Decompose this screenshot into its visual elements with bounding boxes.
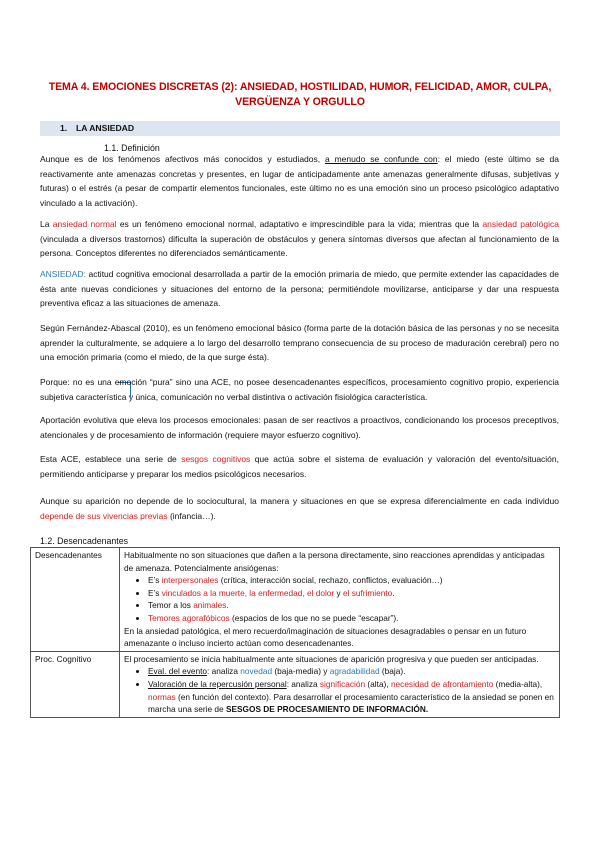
paragraph-confusion	[40, 152, 559, 210]
row-content-proc-cognitivo	[120, 651, 560, 717]
text-span: (crítica, interacción social, rechazo, conflictos, evaluación…)	[218, 575, 443, 586]
highlight-text: animales	[193, 600, 227, 611]
highlight-necesidad-afrontamiento: necesidad de afrontamiento	[390, 678, 494, 689]
text-span: .	[392, 587, 395, 598]
text-span: que actúa sobre el sistema de evaluación y valoración del evento/situación, permitiendo anticiparse y preparar los medios psicológicos necesarios.	[40, 454, 559, 479]
list-item	[148, 574, 555, 587]
bullet-list	[124, 665, 555, 715]
title-line-1: TEMA 4. EMOCIONES DISCRETAS (2): ANSIEDAD, HOSTILIDAD, HUMOR, FELICIDAD, AMOR, CULPA,	[48, 81, 552, 93]
row-header-desencadenantes: Desencadenantes	[31, 548, 120, 652]
paragraph-fernandez-abascal: Según Fernández-Abascal (2010), es un fenómeno emocional básico (forma parte de la dotación básica de las personas y no se necesita aprender la culturalmente, se adquiere a lo largo del desarrollo temprano consecuencia de su proceso de maduración cerebral) pero no una emoción primaria (como el miedo, de la que surge ésta).	[40, 323, 559, 363]
text-span: (media-alta),	[493, 678, 543, 689]
row-outro: En la ansiedad patológica, el mero recuerdo/imaginación de situaciones desagradables o pensar en un futuro amenazante o incluso incierto actúan como desencadenantes.	[124, 625, 527, 649]
section-number: 1.	[60, 123, 68, 133]
term-ansiedad: ANSIEDAD:	[40, 269, 86, 279]
row-intro: Habitualmente no son situaciones que dañen a la persona directamente, sino reacciones aprendidas y anticipadas de amenaza. Potencialmente ansiógenas:	[124, 550, 545, 573]
highlight-text: vinculados a la muerte, la enfermedad, el dolor	[161, 587, 335, 598]
text-span: .	[226, 600, 229, 611]
row-intro: El procesamiento se inicia habitualmente ante situaciones de aparición progresiva y que pueden ser anticipadas.	[124, 653, 539, 664]
highlight-text: el sufrimiento	[342, 587, 393, 598]
text-span: E’s	[148, 575, 162, 586]
paragraph-aportacion-evolutiva: Aportación evolutiva que eleva los procesos emocionales: pasan de ser reactivos a proactivos, condicionando los procesos preceptivos, atencionales y de procesamiento de información (requiere mayor esfuerzo cognitivo).	[40, 415, 559, 440]
text-span: (alta),	[365, 678, 391, 689]
paragraph-sesgos-cognitivos	[40, 452, 559, 481]
text-span: y	[334, 587, 343, 598]
text-span: Temor a los	[148, 600, 194, 611]
paragraph-ansiedad-definition	[40, 267, 559, 311]
subheading-definicion: 1.1. Definición	[104, 143, 160, 153]
text-span: Esta ACE, establece una serie de	[40, 454, 182, 464]
table-row	[31, 548, 560, 652]
highlight-significacion: significación	[319, 678, 366, 689]
list-item	[148, 587, 555, 600]
list-item	[148, 665, 555, 678]
list-item	[148, 678, 555, 716]
text-span: (en función del contexto). Para desarrollar el procesamiento característico de la ansiedad se ponen en marcha una serie de	[148, 691, 554, 715]
highlight-text: Temores agorafóbicos	[148, 612, 230, 623]
paragraph-porque: Porque: no es una emoción “pura” sino una ACE, no posee desencadenantes específicos, procesamiento cognitivo propio, experiencia subjetiva característica y única, comunicación no verbal distintiva o activación fisiológica característica.	[40, 377, 559, 402]
highlight-ansiedad-normal: ansiedad normal	[52, 219, 117, 229]
row-content-desencadenantes	[120, 548, 560, 652]
text-span: es un fenómeno emocional normal, adaptativo e imprescindible para la vida; mientras que la	[116, 219, 483, 229]
paragraph-vivencias-previas	[40, 494, 559, 523]
table-row	[31, 651, 560, 717]
text-span: (baja-media) y	[272, 666, 330, 677]
paragraph-normal-vs-pathological	[40, 217, 559, 261]
text-span: : el miedo (este último se da reactivamente ante amenazas concretas y presentes, en lugar de anticipadamente ante amenazas generalmente difusas, subjetivas y futuras) o el estrés (a pesar de compartir elementos funcionales, este último no es una emoción sino un proceso psicológico adaptativo vinculado a la activación).	[40, 154, 559, 208]
text-span: Aunque es de los fenómenos afectivos más conocidos y estudiados,	[40, 154, 325, 164]
title-line-2: VERGÜENZA Y ORGULLO	[235, 96, 365, 108]
text-span: (infancia…).	[167, 510, 216, 521]
text-span: Aunque su aparición no depende de lo sociocultural, la manera y situaciones en que se expresa diferencialmente en cada individuo	[40, 496, 559, 506]
underlined-text: Eval. del evento	[148, 666, 208, 677]
section-heading-la-ansiedad	[40, 121, 560, 136]
text-span: : analiza	[207, 666, 241, 677]
text-span: : analiza	[286, 678, 320, 689]
desencadenantes-table	[30, 547, 560, 718]
underlined-text: a menudo se confunde con	[325, 154, 438, 164]
text-span: (vinculada a diversos trastornos) dificulta la superación de obstáculos y genera síntomas diversos que afectan al funcionamiento de la persona. Conceptos diferentes no diferenciados semánticamente.	[40, 233, 559, 259]
text-span: La	[40, 219, 53, 229]
row-header-proc-cognitivo: Proc. Cognitivo	[31, 651, 120, 717]
text-span: (espacios de los que no se puede “escapar”).	[229, 612, 399, 623]
list-item	[148, 612, 555, 625]
highlight-vivencias-previas: depende de sus vivencias previas	[40, 510, 168, 521]
highlight-ansiedad-patologica: ansiedad patológica	[482, 219, 559, 229]
document-title	[40, 80, 560, 110]
highlight-sesgos-cognitivos: sesgos cognitivos	[181, 454, 251, 464]
text-span: (baja).	[379, 666, 406, 677]
highlight-normas: normas	[148, 691, 176, 702]
list-item	[148, 599, 555, 612]
bold-text: SESGOS DE PROCESAMIENTO DE INFORMACIÓN.	[225, 704, 429, 715]
highlight-novedad: novedad	[240, 666, 273, 677]
section-label: LA ANSIEDAD	[76, 123, 135, 133]
bullet-list	[124, 574, 555, 624]
subheading-desencadenantes: 1.2. Desencadenantes	[40, 536, 129, 546]
underlined-text: Valoración de la repercusión personal	[148, 678, 287, 689]
highlight-agradabilidad: agradabilidad	[329, 666, 380, 677]
highlight-text: interpersonales	[161, 575, 219, 586]
text-span: actitud cognitiva emocional desarrollada a partir de la emoción primaria de miedo, que permite extender las capacidades de ésta ante nuevas condiciones y situaciones del entorno de la persona; permitiéndole movilizarse, anticiparse y dar una respuesta preventiva eficaz a las situaciones de amenaza.	[40, 269, 559, 309]
text-span: E’s	[148, 587, 162, 598]
